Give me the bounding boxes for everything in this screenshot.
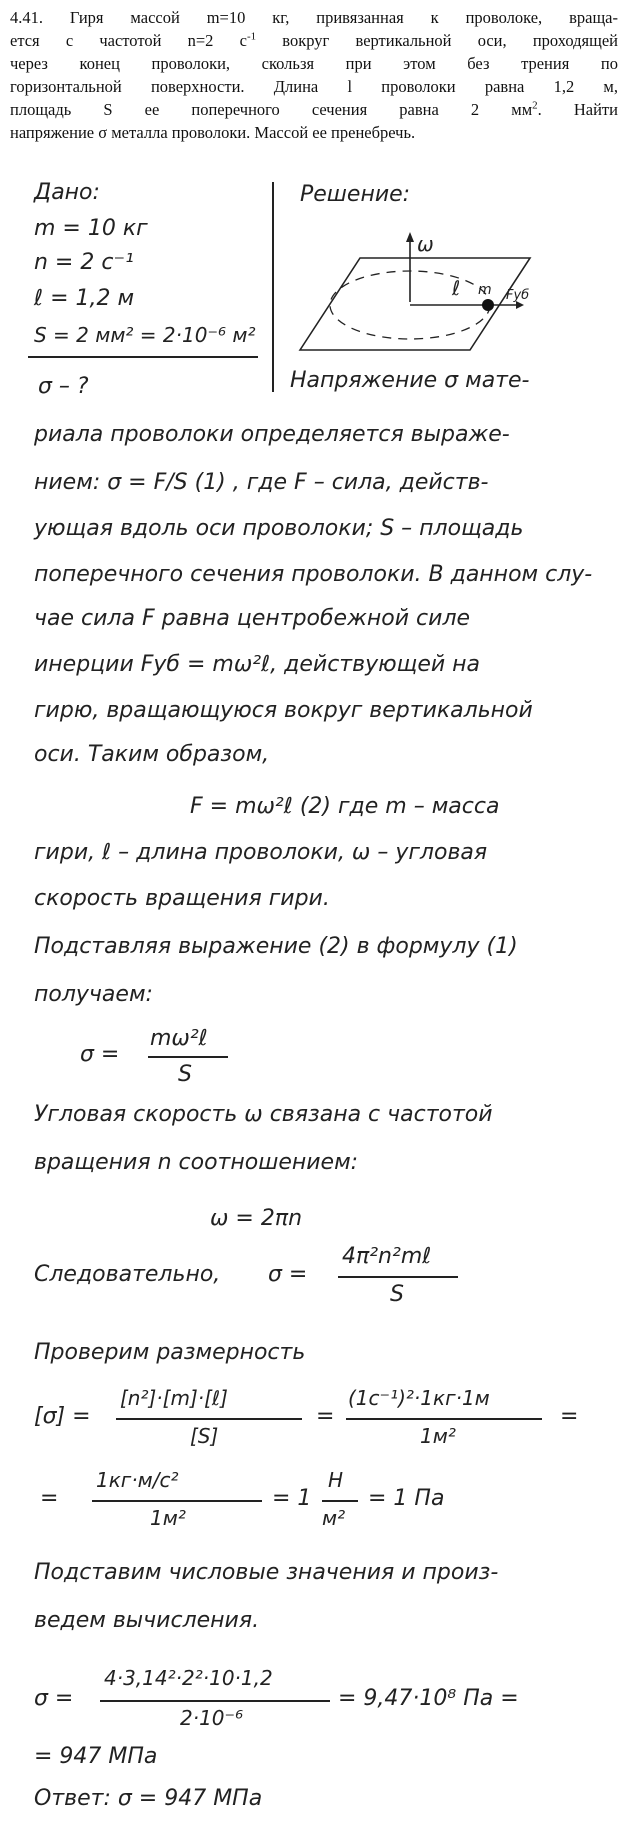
dimension2-equals: =	[40, 1486, 59, 1511]
dimension-equals: =	[316, 1404, 335, 1429]
exponent: -1	[246, 30, 257, 43]
solution-line-8: гирю, вращающуюся вокруг вертикальной	[34, 698, 533, 723]
solution-line-9: оси. Таким образом,	[34, 742, 270, 767]
calc-result: = 9,47·10⁸ Па =	[338, 1686, 519, 1711]
diagram-omega-label: ω	[417, 232, 434, 256]
solution-line-22: = 947 МПа	[34, 1744, 158, 1769]
formula-1-numerator: mω²ℓ	[150, 1026, 208, 1051]
dimension-equals-2: =	[560, 1404, 579, 1429]
given-mass: m = 10 кг	[34, 216, 148, 241]
solution-line-10: F = mω²ℓ (2) где m – масса	[190, 794, 500, 819]
solution-line-4: ующая вдоль оси проволоки; S – площадь	[34, 516, 524, 541]
solution-line-15: Угловая скорость ω связана с частотой	[34, 1102, 493, 1127]
fraction-bar	[116, 1418, 302, 1420]
dimension-denominator-2: 1м²	[420, 1424, 456, 1448]
solution-line-17: ω = 2πn	[210, 1206, 303, 1231]
formula-1-denominator: S	[178, 1062, 192, 1087]
solution-line-13: Подставляя выражение (2) в формулу (1)	[34, 934, 518, 959]
find-unknown: σ – ?	[38, 374, 89, 399]
dimension2-tail: = 1 Па	[368, 1486, 445, 1511]
given-title: Дано:	[34, 180, 100, 205]
formula-1-lhs: σ =	[80, 1042, 120, 1067]
problem-line-1: 4.41. Гиря массой m=10 кг, привязанная к проволоке, враща-	[10, 8, 618, 27]
calc-denominator: 2·10⁻⁶	[180, 1706, 244, 1730]
fraction-bar	[100, 1700, 330, 1702]
calc-numerator: 4·3,14²·2²·10·1,2	[104, 1666, 273, 1690]
problem-line-4: горизонтальной поверхности. Длина l проволоки равна 1,2 м,	[10, 77, 618, 96]
problem-line-2: ется с частотой n=2 $с^{-1}$ вокруг вертикальной оси, проходящей	[10, 30, 618, 50]
plane-shape	[300, 258, 530, 350]
given-frequency: n = 2 с⁻¹	[34, 250, 134, 275]
dimension-numerator-2: (1с⁻¹)²·1кг·1м	[348, 1386, 490, 1410]
solution-line-1: Напряжение σ мате-	[290, 368, 530, 393]
solution-line-7: инерции Fуб = mω²ℓ, действующей на	[34, 652, 481, 677]
given-length: ℓ = 1,2 м	[34, 286, 135, 311]
answer: Ответ: σ = 947 МПа	[34, 1786, 263, 1811]
solution-line-20: Подставим числовые значения и произ-	[34, 1560, 499, 1585]
problem-line-6: напряжение σ металла проволоки. Массой ее пренебречь.	[10, 123, 416, 142]
solution-title: Решение:	[300, 182, 411, 207]
solution-line-14: получаем:	[34, 982, 153, 1007]
dimension2-denominator: 1м²	[150, 1506, 186, 1530]
dimension-numerator: [n²]·[m]·[ℓ]	[120, 1386, 228, 1410]
dimension-lhs: [σ] =	[34, 1404, 91, 1429]
fraction-bar	[92, 1500, 262, 1502]
fraction-bar	[338, 1276, 458, 1278]
solution-line-2: риала проволоки определяется выраже-	[34, 422, 510, 447]
fraction-bar	[148, 1056, 228, 1058]
solution-line-21: ведем вычисления.	[34, 1608, 260, 1633]
formula-2-lhs: σ =	[268, 1262, 308, 1287]
solution-line-12: скорость вращения гири.	[34, 886, 330, 911]
exponent: 2	[532, 99, 538, 112]
diagram-mass-label: m	[478, 282, 492, 298]
diagram-force-label: Fуб	[506, 288, 530, 303]
solution-line-19: Проверим размерность	[34, 1340, 306, 1365]
problem-line-5: площадь S ее поперечного сечения равна 2 $мм^2$. Найти	[10, 99, 618, 119]
fraction-bar	[322, 1500, 358, 1502]
axis-arrow	[406, 232, 414, 242]
dimension2-denominator-2: м²	[322, 1506, 346, 1530]
dimension2-numerator-2: Н	[328, 1468, 344, 1492]
solution-line-11: гири, ℓ – длина проволоки, ω – угловая	[34, 840, 488, 865]
diagram-length-label: ℓ	[452, 276, 461, 300]
calc-lhs: σ =	[34, 1686, 74, 1711]
dimension2-numerator: 1кг·м/с²	[96, 1468, 179, 1492]
dimension-denominator: [S]	[190, 1424, 219, 1448]
formula-2-numerator: 4π²n²mℓ	[342, 1244, 432, 1269]
solution-line-3: нием: σ = F/S (1) , где F – сила, действ-	[34, 470, 489, 495]
given-area: S = 2 мм² = 2·10⁻⁶ м²	[34, 323, 256, 347]
formula-2-denominator: S	[390, 1282, 404, 1307]
solution-line-6: чае сила F равна центробежной силе	[34, 606, 471, 631]
solution-line-18: Следовательно,	[34, 1262, 221, 1287]
weight-mass	[482, 299, 494, 311]
fraction-bar	[346, 1418, 542, 1420]
solution-line-16: вращения n соотношением:	[34, 1150, 359, 1175]
solution-line-5: поперечного сечения проволоки. В данном слу-	[34, 562, 593, 587]
problem-line-3: через конец проволоки, скользя при этом без трения по	[10, 54, 618, 73]
dimension2-mid: = 1	[272, 1486, 312, 1511]
